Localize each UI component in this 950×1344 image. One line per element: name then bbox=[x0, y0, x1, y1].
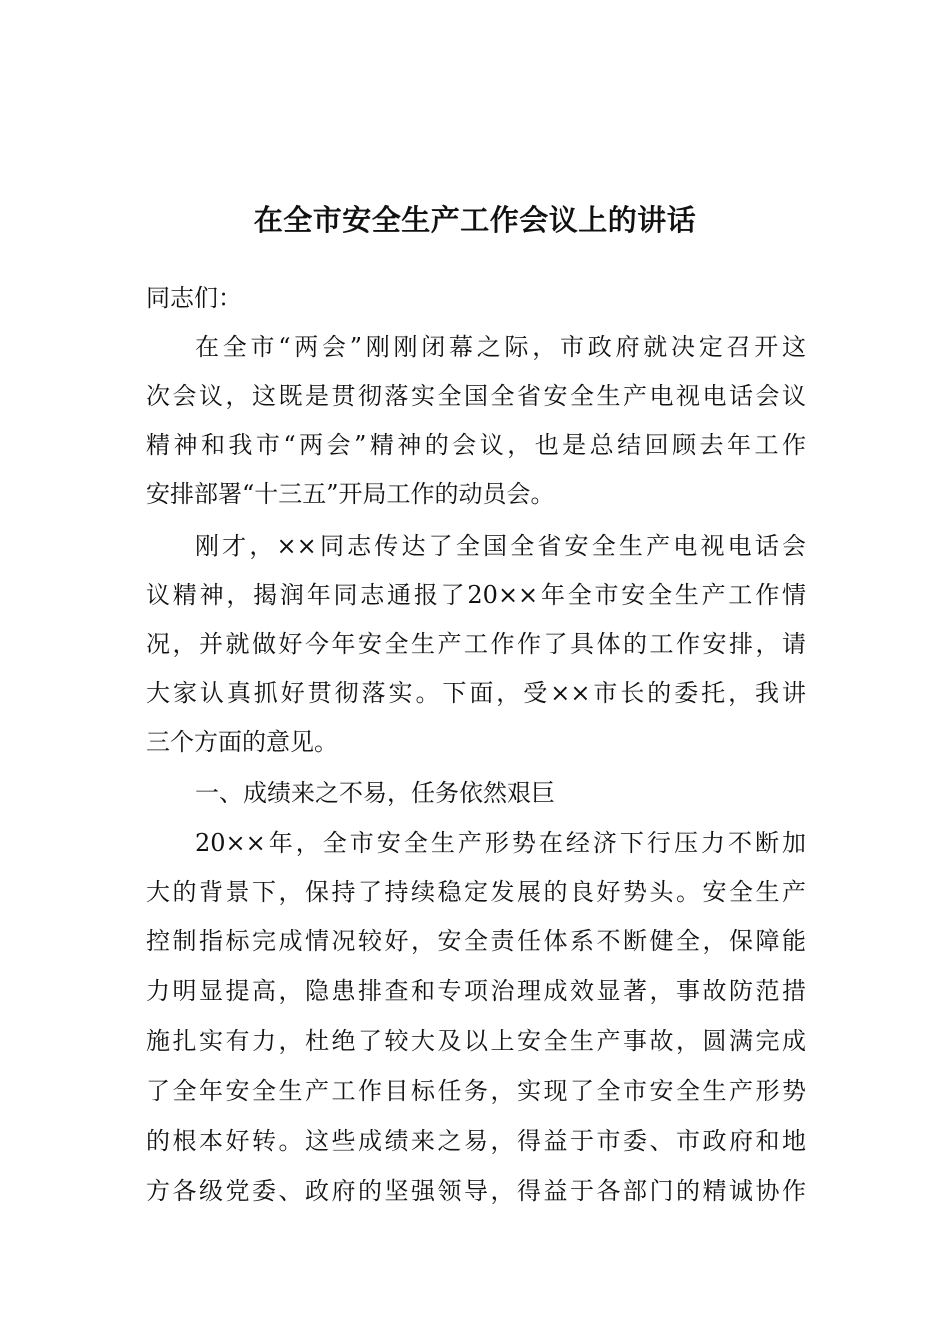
paragraph-2-line-2: 议精神，揭润年同志通报了20××年全市安全生产工作情 bbox=[146, 581, 806, 609]
paragraph-3-line-4: 力明显提高，隐患排查和专项治理成效显著，事故防范措 bbox=[146, 977, 806, 1005]
paragraph-1-line-3: 精神和我市“两会”精神的会议，也是总结回顾去年工作 bbox=[146, 431, 806, 459]
paragraph-3-line-7: 的根本好转。这些成绩来之易，得益于市委、市政府和地 bbox=[146, 1127, 806, 1155]
salutation: 同志们： bbox=[146, 284, 242, 312]
paragraph-3-line-3: 控制指标完成情况较好，安全责任体系不断健全，保障能 bbox=[146, 927, 806, 955]
paragraph-1-line-1: 在全市“两会”刚刚闭幕之际，市政府就决定召开这 bbox=[195, 333, 806, 361]
paragraph-2-line-3: 况，并就做好今年安全生产工作作了具体的工作安排，请 bbox=[146, 630, 806, 658]
paragraph-3-line-1: 20××年，全市安全生产形势在经济下行压力不断加 bbox=[195, 829, 806, 857]
document-title: 在全市安全生产工作会议上的讲话 bbox=[253, 203, 697, 237]
paragraph-3-line-2: 大的背景下，保持了持续稳定发展的良好势头。安全生产 bbox=[146, 878, 806, 906]
paragraph-1-line-4: 安排部署“十三五”开局工作的动员会。 bbox=[146, 480, 555, 508]
paragraph-3-line-6: 了全年安全生产工作目标任务，实现了全市安全生产形势 bbox=[146, 1077, 806, 1105]
section-heading-1: 一、成绩来之不易，任务依然艰巨 bbox=[195, 779, 555, 807]
paragraph-3-line-8: 方各级党委、政府的坚强领导，得益于各部门的精诚协作 bbox=[146, 1177, 806, 1205]
paragraph-1-line-2: 次会议，这既是贯彻落实全国全省安全生产电视电话会议 bbox=[146, 382, 806, 410]
paragraph-2-line-4: 大家认真抓好贯彻落实。下面，受××市长的委托，我讲 bbox=[146, 679, 806, 707]
paragraph-2-line-5: 三个方面的意见。 bbox=[146, 728, 338, 756]
paragraph-3-line-5: 施扎实有力，杜绝了较大及以上安全生产事故，圆满完成 bbox=[146, 1027, 806, 1055]
paragraph-2-line-1: 刚才，××同志传达了全国全省安全生产电视电话会 bbox=[195, 532, 806, 560]
